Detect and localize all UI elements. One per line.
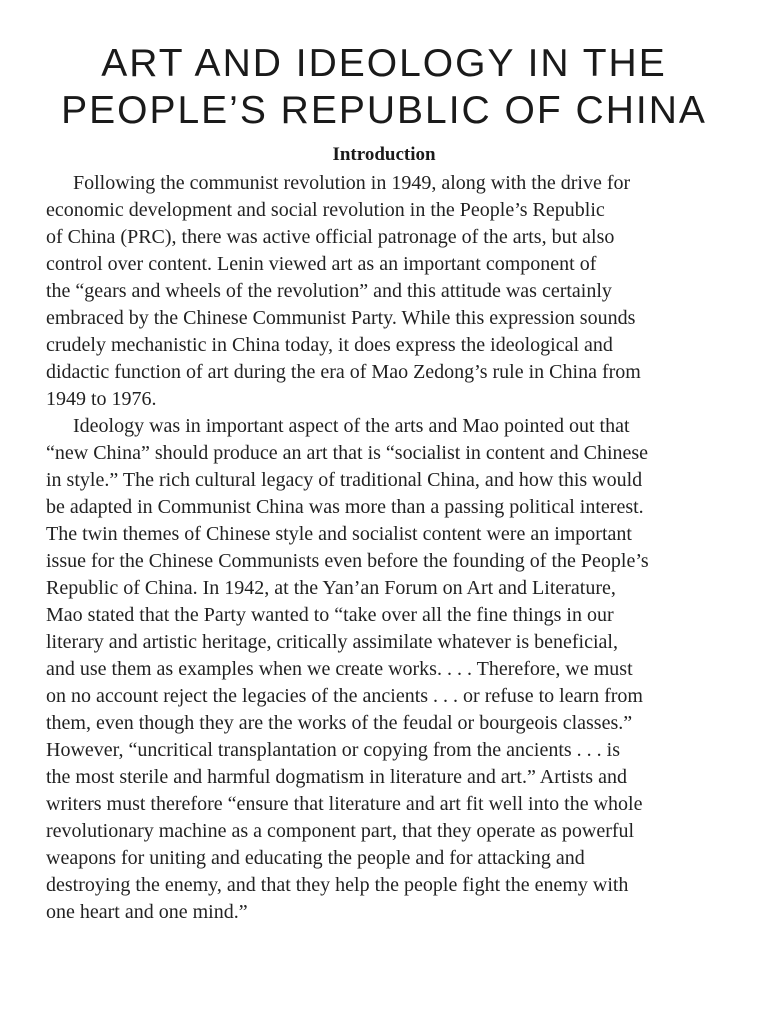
paragraph-line: Mao stated that the Party wanted to “take over all the fine things in our xyxy=(46,604,614,626)
paragraph-line: be adapted in Communist China was more than a passing political interest. xyxy=(46,496,644,518)
paragraph-line: in style.” The rich cultural legacy of traditional China, and how this would xyxy=(46,469,643,491)
title-line: ART AND IDEOLOGY IN THE xyxy=(101,42,667,85)
body-text xyxy=(46,170,736,926)
paragraph-line: the most sterile and harmful dogmatism in literature and art.” Artists and xyxy=(46,766,627,788)
paragraph-line: didactic function of art during the era of Mao Zedong’s rule in China from xyxy=(46,361,641,383)
title-line: PEOPLE’S REPUBLIC OF CHINA xyxy=(61,89,707,132)
paragraph-line: weapons for uniting and educating the people and for attacking and xyxy=(46,847,585,869)
paragraph-line: “new China” should produce an art that is “socialist in content and Chinese xyxy=(46,442,649,464)
paragraph-line: economic development and social revolution in the People’s Republic xyxy=(46,199,605,221)
paragraph-line: revolutionary machine as a component part, that they operate as powerful xyxy=(46,820,635,842)
paragraph-line: one heart and one mind.” xyxy=(46,901,248,923)
paragraph-line: on no account reject the legacies of the ancients . . . or refuse to learn from xyxy=(46,685,643,707)
paragraph-line: them, even though they are the works of the feudal or bourgeois classes.” xyxy=(46,712,633,734)
paragraph-line: However, “uncritical transplantation or copying from the ancients . . . is xyxy=(46,739,621,761)
paragraph-line: issue for the Chinese Communists even before the founding of the People’s xyxy=(46,550,649,572)
paragraph-line: writers must therefore “ensure that literature and art fit well into the whole xyxy=(46,793,643,815)
paragraph-line: Ideology was in important aspect of the arts and Mao pointed out that xyxy=(73,415,630,437)
paragraph-line: the “gears and wheels of the revolution” and this attitude was certainly xyxy=(46,280,612,302)
paragraph-line: embraced by the Chinese Communist Party. While this expression sounds xyxy=(46,307,636,329)
paragraph-line: destroying the enemy, and that they help the people fight the enemy with xyxy=(46,874,629,896)
paragraph-line: of China (PRC), there was active official patronage of the arts, but also xyxy=(46,226,615,248)
section-heading: Introduction xyxy=(332,144,436,165)
paragraph-line: literary and artistic heritage, critically assimilate whatever is beneficial, xyxy=(46,631,618,653)
paragraph-line: The twin themes of Chinese style and socialist content were an important xyxy=(46,523,632,545)
paragraph-line: and use them as examples when we create works. . . . Therefore, we must xyxy=(46,658,633,680)
paragraph-line: control over content. Lenin viewed art as an important component of xyxy=(46,253,597,275)
paragraph-line: Republic of China. In 1942, at the Yan’an Forum on Art and Literature, xyxy=(46,577,616,599)
paragraph-1 xyxy=(46,170,736,413)
paragraph-2 xyxy=(46,413,736,926)
paragraph-line: Following the communist revolution in 1949, along with the drive for xyxy=(73,172,631,194)
document-title xyxy=(0,40,768,134)
paragraph-line: 1949 to 1976. xyxy=(46,388,157,410)
paragraph-line: crudely mechanistic in China today, it does express the ideological and xyxy=(46,334,613,356)
